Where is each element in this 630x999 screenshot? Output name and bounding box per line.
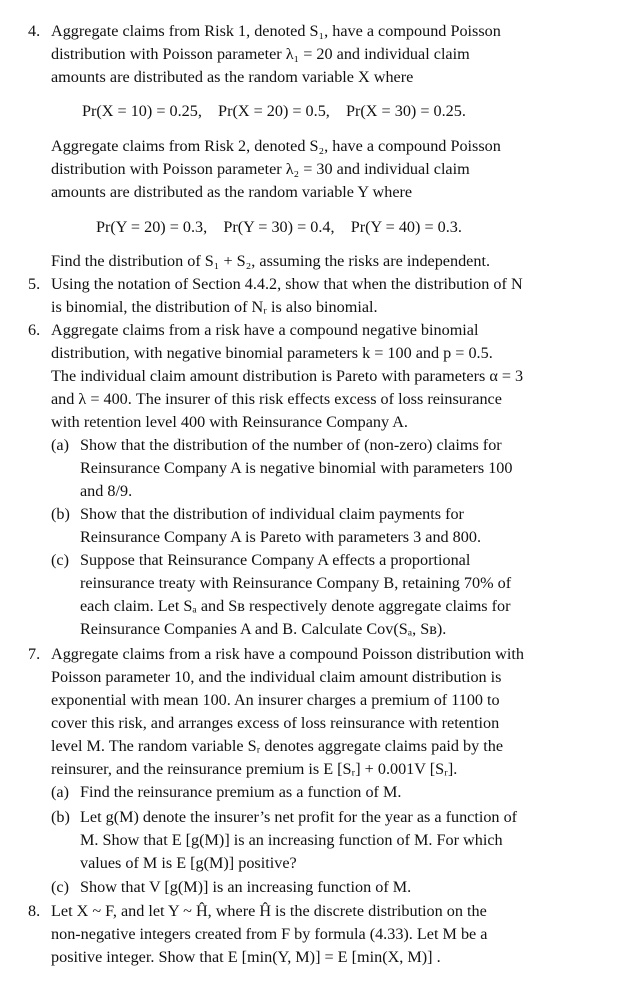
part-text-line: Show that the distribution of individual claim payments for bbox=[80, 505, 464, 523]
problem-text-line: distribution with Poisson parameter λ₂ = 30 and individual claim bbox=[51, 160, 470, 178]
problem-text-line: distribution, with negative binomial parameters k = 100 and p = 0.5. bbox=[51, 344, 493, 362]
problem-text-line: Aggregate claims from Risk 1, denoted S₁, have a compound Poisson bbox=[51, 22, 501, 40]
problem-text-line: exponential with mean 100. An insurer charges a premium of 1100 to bbox=[51, 691, 500, 709]
display-equation: Pr(X = 10) = 0.25, Pr(X = 20) = 0.5, Pr(X = 30) = 0.25. bbox=[82, 102, 466, 120]
part-label: (a) bbox=[51, 783, 69, 801]
part-label: (c) bbox=[51, 551, 69, 569]
part-label: (b) bbox=[51, 505, 70, 523]
problem-text-line: and λ = 400. The insurer of this risk effects excess of loss reinsurance bbox=[51, 390, 502, 408]
problem-text-line: with retention level 400 with Reinsurance Company A. bbox=[51, 413, 408, 431]
part-label: (c) bbox=[51, 878, 69, 896]
problem-text-line: The individual claim amount distribution is Pareto with parameters α = 3 bbox=[51, 367, 524, 385]
part-text-line: values of M is E [g(M)] positive? bbox=[80, 854, 297, 872]
problem-number: 5. bbox=[28, 275, 41, 293]
problem-text-line: amounts are distributed as the random variable X where bbox=[51, 68, 414, 86]
part-text-line: M. Show that E [g(M)] is an increasing function of M. For which bbox=[80, 831, 503, 849]
problem-text-line: reinsurer, and the reinsurance premium is E [Sᵣ] + 0.001V [Sᵣ]. bbox=[51, 760, 458, 778]
problem-text-line: Let X ~ F, and let Y ~ Ĥ, where Ĥ is the discrete distribution on the bbox=[51, 902, 487, 920]
display-equation: Pr(Y = 20) = 0.3, Pr(Y = 30) = 0.4, Pr(Y = 40) = 0.3. bbox=[96, 218, 462, 236]
problem-text-line: Aggregate claims from a risk have a compound negative binomial bbox=[51, 321, 479, 339]
part-text-line: Reinsurance Companies A and B. Calculate Cov(Sₐ, Sʙ). bbox=[80, 620, 447, 638]
problem-text-line: Find the distribution of S₁ + S₂, assuming the risks are independent. bbox=[51, 252, 491, 270]
problem-number: 6. bbox=[28, 321, 41, 339]
problem-text-line: Aggregate claims from Risk 2, denoted S₂, have a compound Poisson bbox=[51, 137, 501, 155]
part-text-line: Find the reinsurance premium as a function of M. bbox=[80, 783, 402, 801]
problem-number: 7. bbox=[28, 645, 41, 663]
part-text-line: Reinsurance Company A is negative binomial with parameters 100 bbox=[80, 459, 513, 477]
problem-text-line: cover this risk, and arranges excess of loss reinsurance with retention bbox=[51, 714, 500, 732]
problem-text-line: level M. The random variable Sᵣ denotes aggregate claims paid by the bbox=[51, 737, 504, 755]
part-text-line: and 8/9. bbox=[80, 482, 133, 500]
problem-text-line: amounts are distributed as the random variable Y where bbox=[51, 183, 413, 201]
problem-text-line: Poisson parameter 10, and the individual claim amount distribution is bbox=[51, 668, 502, 686]
problem-text-line: distribution with Poisson parameter λ₁ = 20 and individual claim bbox=[51, 45, 470, 63]
part-text-line: Show that the distribution of the number of (non-zero) claims for bbox=[80, 436, 502, 454]
problem-number: 4. bbox=[28, 22, 41, 40]
problem-text-line: Using the notation of Section 4.4.2, show that when the distribution of N bbox=[51, 275, 523, 293]
part-text-line: Show that V [g(M)] is an increasing function of M. bbox=[80, 878, 412, 896]
problem-number: 8. bbox=[28, 902, 41, 920]
part-label: (b) bbox=[51, 808, 70, 826]
problem-text-line: is binomial, the distribution of Nᵣ is also binomial. bbox=[51, 298, 378, 316]
part-text-line: Let g(M) denote the insurer’s net profit for the year as a function of bbox=[80, 808, 518, 826]
part-label: (a) bbox=[51, 436, 69, 454]
part-text-line: reinsurance treaty with Reinsurance Company B, retaining 70% of bbox=[80, 574, 512, 592]
problem-text-line: non-negative integers created from F by formula (4.33). Let M be a bbox=[51, 925, 488, 943]
part-text-line: Reinsurance Company A is Pareto with parameters 3 and 800. bbox=[80, 528, 482, 546]
problem-text-line: positive integer. Show that E [min(Y, M)] = E [min(X, M)] . bbox=[51, 948, 441, 966]
part-text-line: Suppose that Reinsurance Company A effects a proportional bbox=[80, 551, 471, 569]
problem-text-line: Aggregate claims from a risk have a compound Poisson distribution with bbox=[51, 645, 524, 663]
part-text-line: each claim. Let Sₐ and Sʙ respectively denote aggregate claims for bbox=[80, 597, 511, 615]
